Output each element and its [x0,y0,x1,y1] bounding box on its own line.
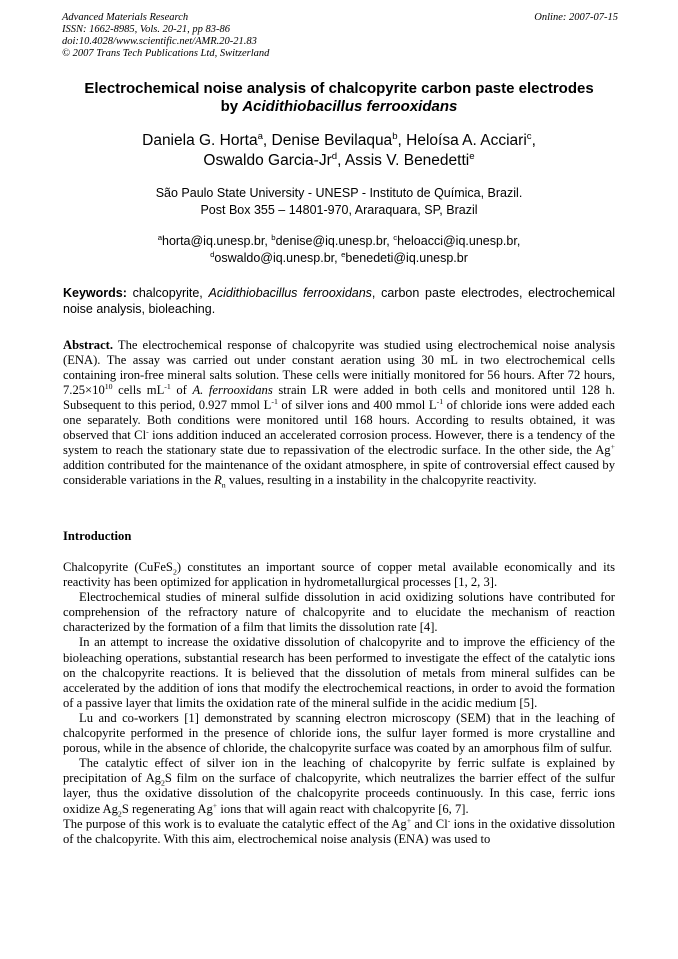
email-address[interactable]: horta@iq.unesp.br, [162,234,268,248]
email-mark: d [210,249,215,259]
abstract-text: of chloride ions were added each one separately. Both conditions were monitored until 168 hours. According to results obtained, it was observed that Cl [63,398,615,442]
paragraph-text: S regenerating Ag [121,801,213,816]
abstract-variable: R [214,473,222,487]
email-address[interactable]: denise@iq.unesp.br, [275,234,390,248]
author-affiliation-mark: b [392,130,398,142]
abstract-subscript: n [221,480,226,490]
paragraph [63,817,615,847]
email-line-1 [40,233,638,250]
paragraph-text: Chalcopyrite (CuFeS [63,560,173,574]
paragraph-text: S film on the surface of chalcopyrite, which neutralizes the barrier effect of the sulfur layer, thus the oxidative dissolution of the chalcopyrite proceeds continuously. In this case, ferric ions oxidize Ag [63,771,615,816]
introduction-body [63,560,615,847]
keyword-species: Acidithiobacillus ferrooxidans [208,286,372,300]
abstract-text: strain LR were added in both cells and monitored until 128 h. Subsequent to this period, 0.927 mmol L [63,383,615,412]
abstract-text: The electrochemical response of chalcopyrite was studied using electrochemical noise analysis (ENA). The assay was carried out under constant aeration using 30 mL in two electrochemical cells containing iron-free mineral salts solution. These cells were initially monitored for 56 hours. After 72 hours, 7.25×10 [63,338,616,397]
affiliation [40,185,638,219]
title-species: Acidithiobacillus ferrooxidans [242,98,458,115]
email-mark: b [271,232,276,242]
journal-issn: ISSN: 1662-8985, Vols. 20-21, pp 83-86 [62,24,230,35]
affiliation-line-2: Post Box 355 – 14801-970, Araraquara, SP, Brazil [200,203,478,217]
keyword-text: , carbon paste electrodes, electrochemical noise analysis, bioleaching. [63,286,615,316]
journal-doi: doi:10.4028/www.scientific.net/AMR.20-21.83 [62,36,257,47]
title-prefix: by [220,98,243,115]
superscript: + [212,800,218,810]
author-name: Oswaldo Garcia-Jr [203,152,332,169]
abstract-text: cells mL [112,383,165,397]
keywords-label: Keywords: [63,286,127,300]
author-name: Daniela G. Horta [142,132,258,149]
keywords-block [63,285,615,317]
paragraph-text: ) constitutes an important source of copper metal available economically and its reactivity has been optimized for application in hydrometallurgical processes [1, 2, 3]. [63,560,616,590]
title-line-2 [40,98,638,116]
journal-name: Advanced Materials Research [62,12,189,23]
email-mark: e [341,249,346,259]
author-list [40,131,638,171]
abstract-text: of [170,383,193,397]
abstract-text: values, resulting in a instability in the chalcopyrite reactivity. [225,473,537,487]
superscript: + [406,815,412,825]
journal-header [62,12,618,60]
author-name: Assis V. Benedetti [344,152,470,169]
abstract-superscript: -1 [271,396,278,406]
paragraph [63,756,615,819]
paragraph-text: ions that will again react with chalcopyrite [6, 7]. [217,801,469,816]
subscript: 2 [160,778,165,788]
abstract-block [63,338,615,488]
keyword-text: chalcopyrite, [132,286,203,300]
email-line-2 [40,250,638,267]
email-list [40,233,638,267]
paragraph-text: The catalytic effect of silver ion in the leaching of chalcopyrite by ferric sulfate is explained by precipitation of Ag [63,756,615,786]
paragraph [63,560,615,590]
paragraph: Electrochemical studies of mineral sulfide dissolution in acid oxidizing solutions have contributed for comprehension of the refractory nature of chalcopyrite and to elucidate the mechanism of reaction characterized by the formation of a film that limits the dissolution rate [4]. [63,590,615,635]
superscript: - [447,815,451,825]
journal-copyright: © 2007 Trans Tech Publications Ltd, Switzerland [62,48,270,59]
author-affiliation-mark: c [526,130,532,142]
author-name: Denise Bevilaqua [271,132,393,149]
paper-title [40,80,638,116]
abstract-superscript: - [146,426,149,436]
paragraph-text: The purpose of this work is to evaluate the catalytic effect of the Ag [63,816,407,831]
author-affiliation-mark: e [469,150,475,162]
abstract-superscript: + [610,441,615,451]
author-affiliation-mark: a [257,130,263,142]
email-mark: c [393,232,398,242]
author-line-1: Daniela G. Horta$^a$, Denise Bevilaqua$^b$, Heloísa A. Acciari$^c$, [142,130,536,149]
affiliation-line-1: São Paulo State University - UNESP - Instituto de Química, Brazil. [155,186,523,200]
abstract-species: A. ferrooxidans [192,383,273,397]
abstract-text: of silver ions and 400 mmol L [277,398,437,412]
paragraph: Lu and co-workers [1] demonstrated by scanning electron microscopy (SEM) that in the leaching of chalcopyrite performed in the presence of chloride ions, the sulfur layer formed is more crystalline and porous, while in the absence of chloride, the chalcopyrite surface was coated by an amorphous film of sulfur. [63,710,615,756]
paragraph: In an attempt to increase the oxidative dissolution of chalcopyrite and to improve the efficiency of the bioleaching operations, substantial research has been performed to investigate the effect of the catalytic ions on the chalcopyrite reactions. It is believed that the dissolution of metals from mineral sulfides can be accelerated by the addition of ions that modify the electrochemical reactions, in order to avoid the formation of a passive layer that limits the oxidation rate of the mineral sulfide in the acidic medium [5]. [63,635,615,710]
subscript: 2 [172,567,177,577]
email-address[interactable]: oswaldo@iq.unesp.br, [214,251,338,265]
abstract-label: Abstract. [63,338,114,352]
abstract-text: addition contributed for the maintenance of the oxidant atmosphere, in spite of controversial effect caused by considerable variations in the [63,458,615,487]
abstract-text: ions addition induced an accelerated corrosion process. However, there is a tendency of the system to reach the stationary state due to repassivation of the electrodic surface. In the other side, the Ag [63,428,615,457]
online-date: Online: 2007-07-15 [534,12,618,23]
email-address[interactable]: benedeti@iq.unesp.br [345,251,468,265]
email-mark: a [157,232,162,242]
abstract-superscript: -1 [164,381,171,391]
author-line-2: Oswaldo Garcia-Jr$^d$, Assis V. Benedetti$^e$ [203,150,475,169]
paragraph-text: and Cl [411,816,448,831]
title-line-1: Electrochemical noise analysis of chalcopyrite carbon paste electrodes [84,80,594,97]
author-name: Heloísa A. Acciari [406,132,527,149]
email-address[interactable]: heloacci@iq.unesp.br, [397,234,521,248]
paragraph-text: ions in the oxidative dissolution of the chalcopyrite. With this aim, electrochemical noise analysis (ENA) was used to [63,816,615,846]
section-heading-introduction: Introduction [63,529,132,543]
abstract-superscript: -1 [436,396,444,406]
subscript: 2 [117,809,122,819]
author-affiliation-mark: d [331,150,338,162]
abstract-superscript: 10 [104,381,113,391]
